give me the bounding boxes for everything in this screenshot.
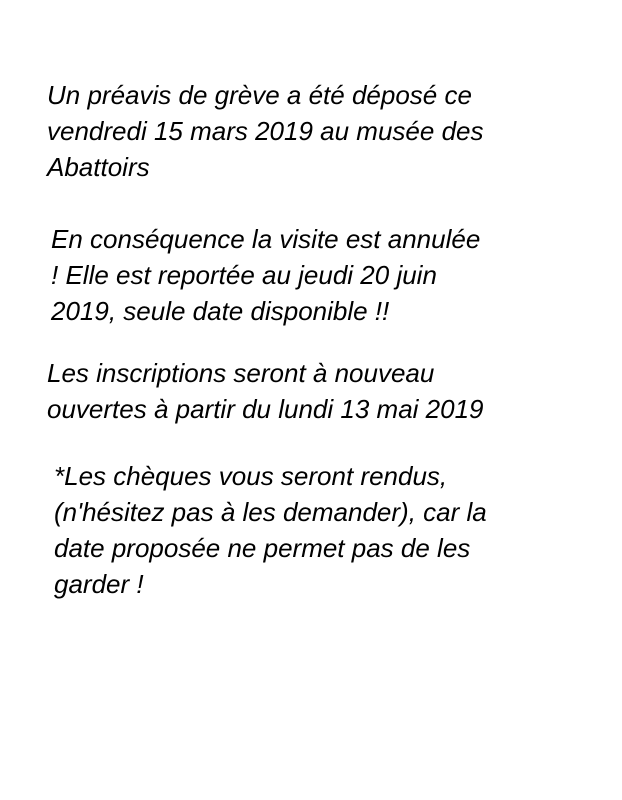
- text-line: ouvertes à partir du lundi 13 mai 2019: [47, 394, 484, 424]
- text-line: (n'hésitez pas à les demander), car la: [54, 497, 487, 527]
- text-line: Un préavis de grève a été déposé ce: [47, 80, 472, 110]
- cheques-paragraph: [54, 458, 487, 602]
- cancellation-paragraph: [51, 221, 480, 329]
- text-line: Abattoirs: [47, 152, 150, 182]
- text-line: *Les chèques vous seront rendus,: [54, 461, 448, 491]
- text-line: garder !: [54, 569, 144, 599]
- strike-notice-paragraph: [47, 77, 484, 185]
- text-line: vendredi 15 mars 2019 au musée des: [47, 116, 484, 146]
- text-line: Les inscriptions seront à nouveau: [47, 358, 435, 388]
- text-line: ! Elle est reportée au jeudi 20 juin: [51, 260, 437, 290]
- text-line: En conséquence la visite est annulée: [51, 224, 481, 254]
- registration-paragraph: [47, 355, 484, 427]
- text-line: 2019, seule date disponible !!: [51, 296, 390, 326]
- text-line: date proposée ne permet pas de les: [54, 533, 471, 563]
